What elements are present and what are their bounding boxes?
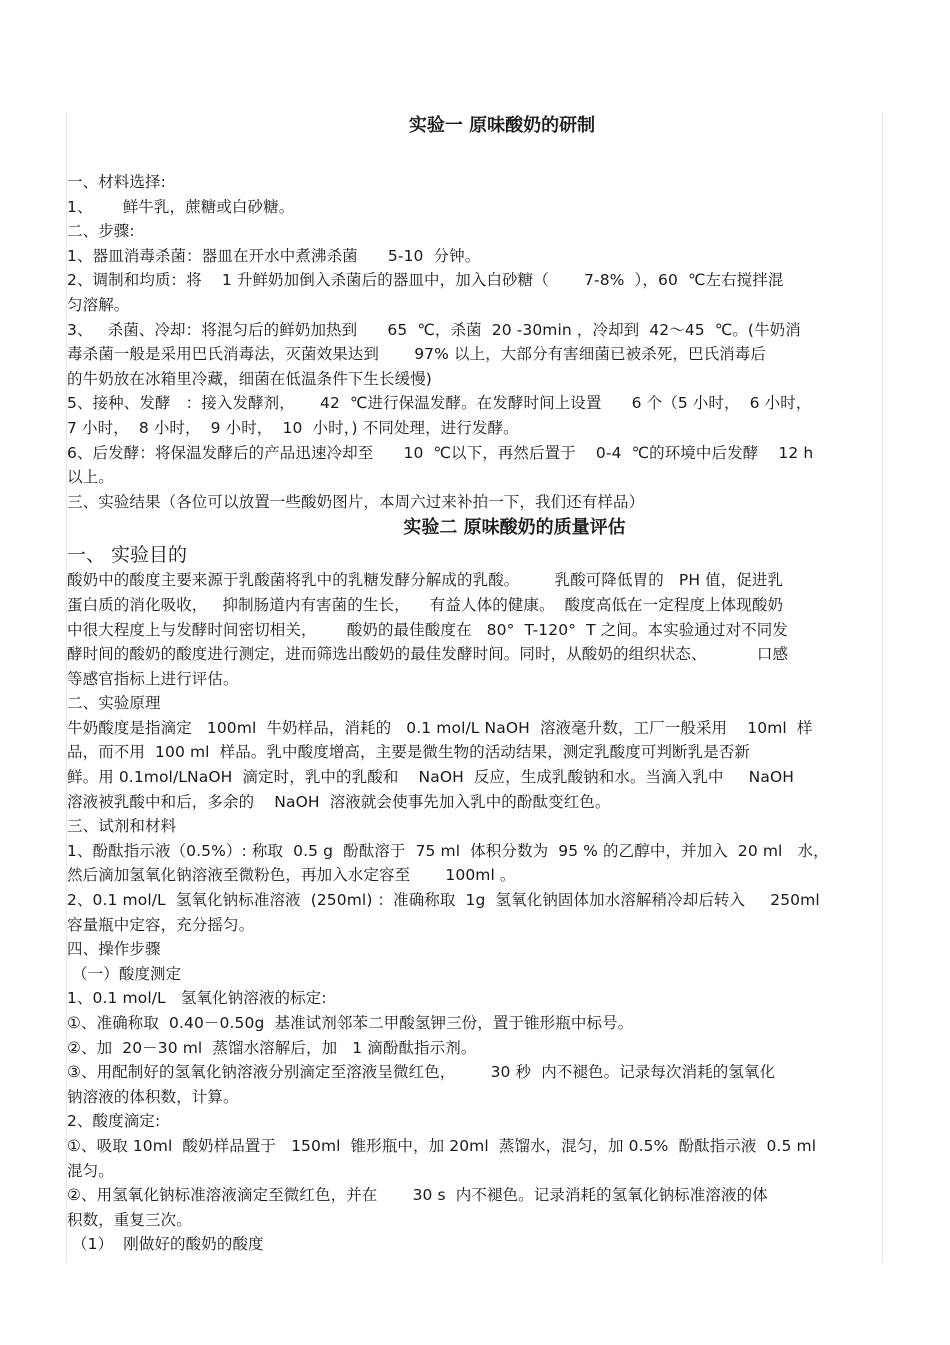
text-line: 5、接种、发酵 ：接入发酵剂， 42 ℃进行保温发酵。在发酵时间上设置 6 个（5 小时， 6 小时， [67, 394, 812, 413]
text-line: 1、器皿消毒杀菌：器皿在开水中煮沸杀菌 5-10 分钟。 [67, 246, 481, 265]
experiment-1-section [67, 170, 882, 514]
text-line: 的牛奶放在冰箱里冷藏，细菌在低温条件下生长缓慢) [67, 369, 432, 388]
experiment-1-title: 实验一 原味酸奶的研制 [408, 115, 596, 136]
text-line: 品，而不用 100 ml 样品。乳中酸度增高，主要是微生物的活动结果，测定乳酸度可判断乳是否新 [67, 743, 751, 762]
text-line: （1） 刚做好的酸奶的酸度 [67, 1235, 264, 1254]
text-line: 蛋白质的消化吸收， 抑制肠道内有害菌的生长， 有益人体的健康。 酸度高低在一定程度上体现酸奶 [67, 595, 784, 614]
text-line: 三、试剂和材料 [67, 817, 177, 836]
text-line: ③、用配制好的氢氧化钠溶液分别滴定至溶液呈微红色， 30 秒 内不褪色。记录每次消耗的氢氧化 [67, 1063, 776, 1082]
text-line: 一、材料选择: [67, 173, 166, 191]
text-line: 四、操作步骤 [67, 940, 161, 959]
text-line: 1、酚酞指示液（0.5%）: 称取 0.5 g 酚酞溶于 75 ml 体积分数为 95 % 的乙醇中，并加入 20 ml 水， [67, 841, 829, 860]
text-line: 溶液被乳酸中和后，多余的 NaOH 溶液就会使事先加入乳中的酚酞变红色。 [67, 792, 611, 811]
text-line: 中很大程度上与发酵时间密切相关， 酸奶的最佳酸度在 80° T-120° T 之间。本实验通过对不同发 [67, 620, 788, 639]
text-line: 混匀。 [67, 1161, 114, 1180]
text-line: 容量瓶中定容，充分摇匀。 [67, 915, 255, 934]
text-line: 毒杀菌一般是采用巴氏消毒法，灭菌效果达到 97% 以上，大部分有害细菌已被杀死，巴氏消毒后 [67, 345, 766, 364]
text-line: 酵时间的酸奶的酸度进行测定，进而筛选出酸奶的最佳发酵时间。同时，从酸奶的组织状态、 口感 [67, 645, 789, 664]
text-line: ②、加 20－30 ml 蒸馏水溶解后，加 1 滴酚酞指示剂。 [67, 1038, 477, 1057]
text-line: 1、0.1 mol/L 氢氧化钠溶液的标定: [67, 989, 327, 1008]
text-line: 匀溶解。 [67, 295, 130, 314]
text-line: 以上。 [67, 468, 114, 487]
text-line: 钠溶液的体积数，计算。 [67, 1087, 239, 1106]
document-body [67, 112, 882, 1257]
text-line: 7 小时， 8 小时， 9 小时， 10 小时，) 不同处理，进行发酵。 [67, 418, 519, 437]
text-line: 鲜。用 0.1mol/LNaOH 滴定时，乳中的乳酸和 NaOH 反应，生成乳酸钠和水。当滴入乳中 NaOH [67, 768, 795, 787]
text-line: 2、调制和均质：将 1 升鲜奶加倒入杀菌后的器皿中，加入白砂糖（ 7-8% ），60 ℃左右搅拌混 [67, 271, 784, 290]
text-line: 牛奶酸度是指滴定 100ml 牛奶样品，消耗的 0.1 mol/L NaOH 溶液毫升数，工厂一般采用 10ml 样 [67, 718, 813, 737]
text-line: 二、实验原理 [67, 694, 161, 713]
text-line: 酸奶中的酸度主要来源于乳酸菌将乳中的乳糖发酵分解成的乳酸。 乳酸可降低胃的 PH 值，促进乳 [67, 571, 784, 590]
text-line: （一）酸度测定 [67, 964, 182, 983]
experiment-2-title: 实验二 原味酸奶的质量评估 [403, 517, 626, 539]
page-right-border [882, 112, 883, 1262]
text-line: 积数，重复三次。 [67, 1210, 192, 1229]
text-line: ①、准确称取 0.40－0.50g 基准试剂邻苯二甲酸氢钾三份，置于锥形瓶中标号。 [67, 1014, 634, 1032]
experiment-2-heading: 一、 实验目的 [67, 544, 188, 567]
text-line: 等感官指标上进行评估。 [67, 669, 239, 688]
text-line: 三、实验结果（各位可以放置一些酸奶图片，本周六过来补拍一下，我们还有样品） [67, 492, 645, 511]
text-line: 6、后发酵：将保温发酵后的产品迅速冷却至 10 ℃以下，再然后置于 0-4 ℃的环境中后发酵 12 h [67, 443, 814, 462]
text-line: 二、步骤: [67, 222, 135, 241]
text-line: ②、用氢氧化钠标准溶液滴定至微红色，并在 30 s 内不褪色。记录消耗的氢氧化钠标准溶液的体 [67, 1186, 768, 1205]
text-line: 2、酸度滴定: [67, 1112, 161, 1131]
text-line: 然后滴加氢氧化钠溶液至微粉色，再加入水定容至 100ml 。 [67, 866, 516, 885]
experiment-2-section [67, 568, 882, 1257]
text-line: 2、0.1 mol/L 氢氧化钠标准溶液 (250ml) ：准确称取 1g 氢氧化钠固体加水溶解稍冷却后转入 250ml [67, 891, 820, 910]
text-line: ①、吸取 10ml 酸奶样品置于 150ml 锥形瓶中，加 20ml 蒸馏水，混匀，加 0.5% 酚酞指示液 0.5 ml [67, 1136, 817, 1155]
text-line: 3、 杀菌、冷却：将混匀后的鲜奶加热到 65 ℃，杀菌 20 -30min ，冷却到 42～45 ℃。(牛奶消 [67, 320, 801, 339]
text-line: 1、 鲜牛乳，蔗糖或白砂糖。 [67, 197, 295, 216]
